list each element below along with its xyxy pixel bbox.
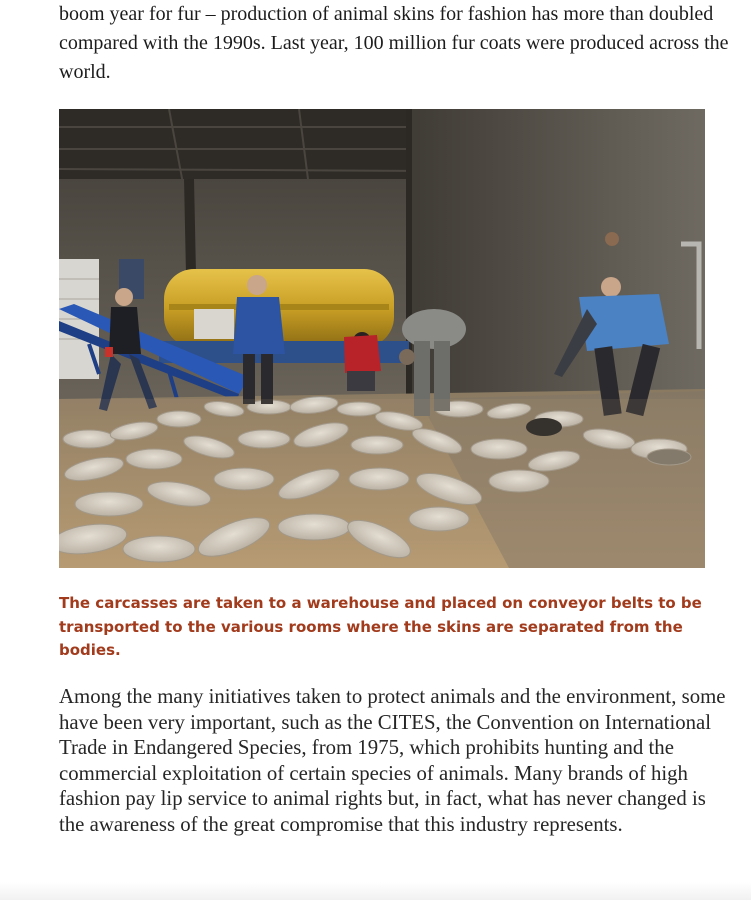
intro-paragraph: boom year for fur – production of animal skins for fashion has more than doubled compared with the 1990s. Last year, 100 million fur coats were produced across the world. — [59, 3, 729, 83]
warehouse-scene-illustration — [59, 109, 705, 568]
body-paragraph: Among the many initiatives taken to protect animals and the environment, some have been very important, such as the CITES, the Convention on International Trade in Endangered Species, from 1975, which prohibits hunting and the commercial exploitation of certain species of animals. Many brands of high fashion pay lip service to animal rights but, in fact, what has never changed is the awareness of the great compromise that this industry represents. — [59, 685, 726, 836]
photo-caption: The carcasses are taken to a warehouse and placed on conveyor belts to be transported to the various rooms where the skins are separated from the bodies. — [59, 594, 702, 659]
page-bottom-edge — [0, 882, 751, 900]
article-photo — [59, 109, 705, 568]
